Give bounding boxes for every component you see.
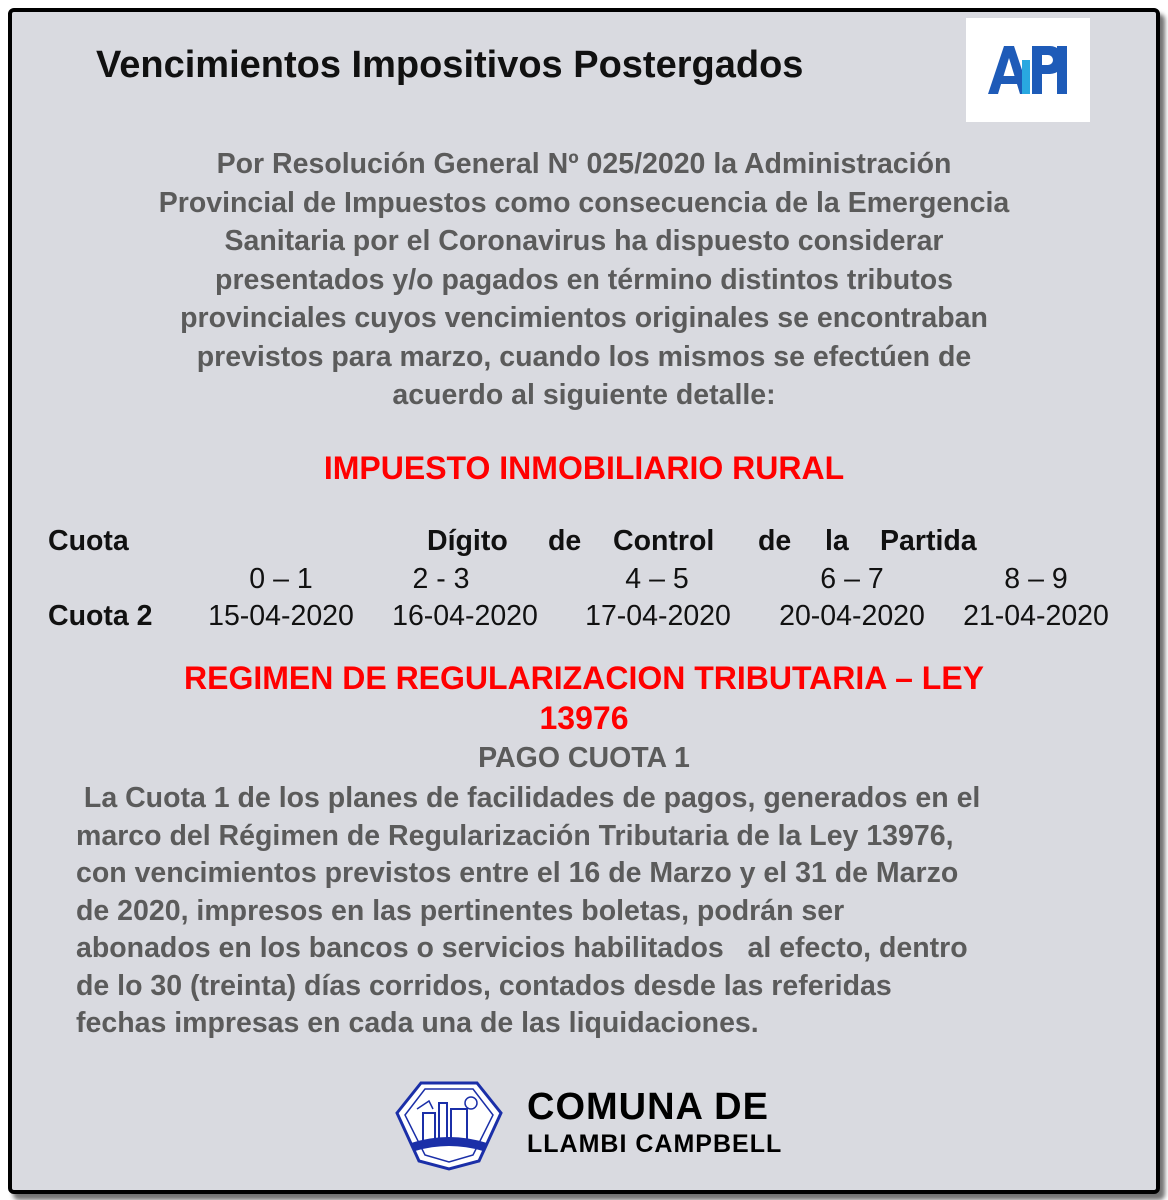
intro-line: provinciales cuyos vencimientos originales se encontraban: [180, 302, 988, 334]
due-date: 16-04-2020: [392, 600, 538, 632]
header-word: Dígito: [427, 525, 508, 557]
body-line: abonados en los bancos o servicios habilitados al efecto, dentro: [76, 932, 968, 964]
regimen-paragraph: [76, 780, 1116, 1043]
header-word: Control: [613, 525, 715, 557]
intro-line: presentados y/o pagados en término distintos tributos: [215, 263, 953, 296]
section-heading-ley-number: 13976: [539, 700, 629, 736]
body-line: con vencimientos previstos entre el 16 de Marzo y el 31 de Marzo: [76, 857, 959, 889]
header-word: de: [548, 525, 582, 557]
body-line: marco del Régimen de Regularización Tributaria de la Ley 13976,: [76, 819, 954, 852]
intro-line: Sanitaria por el Coronavirus ha dispuesto considerar: [224, 225, 944, 257]
section-heading-inmobiliario: IMPUESTO INMOBILIARIO RURAL: [323, 450, 845, 486]
org-name-line2: LLAMBI CAMPBELL: [527, 1130, 783, 1158]
due-date: 21-04-2020: [963, 600, 1109, 632]
body-line: de 2020, impresos en las pertinentes boletas, podrán ser: [76, 894, 845, 927]
org-name-line1: COMUNA DE: [527, 1086, 769, 1128]
body-line: fechas impresas en cada una de las liquidaciones.: [76, 1007, 759, 1039]
comuna-shield-icon: [393, 1079, 505, 1171]
header-word: Partida: [880, 525, 977, 557]
due-date: 20-04-2020: [779, 600, 925, 632]
cuota-label: Cuota: [48, 525, 129, 557]
intro-line: Provincial de Impuestos como consecuencia de la Emergencia: [158, 186, 1010, 219]
api-logo-icon: [966, 18, 1090, 122]
digit-group: 4 – 5: [625, 563, 689, 595]
intro-paragraph: [40, 145, 1128, 415]
due-date: 15-04-2020: [208, 600, 354, 632]
cuota-2-label: Cuota 2: [48, 600, 153, 632]
digit-group: 2 - 3: [412, 563, 470, 595]
intro-line: Por Resolución General Nº 025/2020 la Administración: [216, 148, 952, 180]
section-subheading: PAGO CUOTA 1: [478, 742, 690, 774]
digit-group: 0 – 1: [249, 563, 313, 595]
body-line: de lo 30 (treinta) días corridos, contados desde las referidas: [76, 969, 892, 1002]
digit-group: 6 – 7: [820, 563, 884, 595]
header-word: la: [825, 525, 849, 557]
digit-group: 8 – 9: [1004, 563, 1068, 595]
section-heading-regimen: REGIMEN DE REGULARIZACION TRIBUTARIA – LEY: [183, 660, 984, 696]
intro-line: acuerdo al siguiente detalle:: [392, 379, 776, 411]
page-title: Vencimientos Impositivos Postergados: [96, 44, 804, 86]
api-logo: [966, 18, 1090, 122]
intro-line: previstos para marzo, cuando los mismos se efectúen de: [196, 340, 972, 373]
comuna-shield-logo: [393, 1079, 505, 1176]
due-date: 17-04-2020: [585, 600, 731, 632]
header-word: de: [758, 525, 792, 557]
body-line: La Cuota 1 de los planes de facilidades de pagos, generados en el: [76, 782, 981, 814]
